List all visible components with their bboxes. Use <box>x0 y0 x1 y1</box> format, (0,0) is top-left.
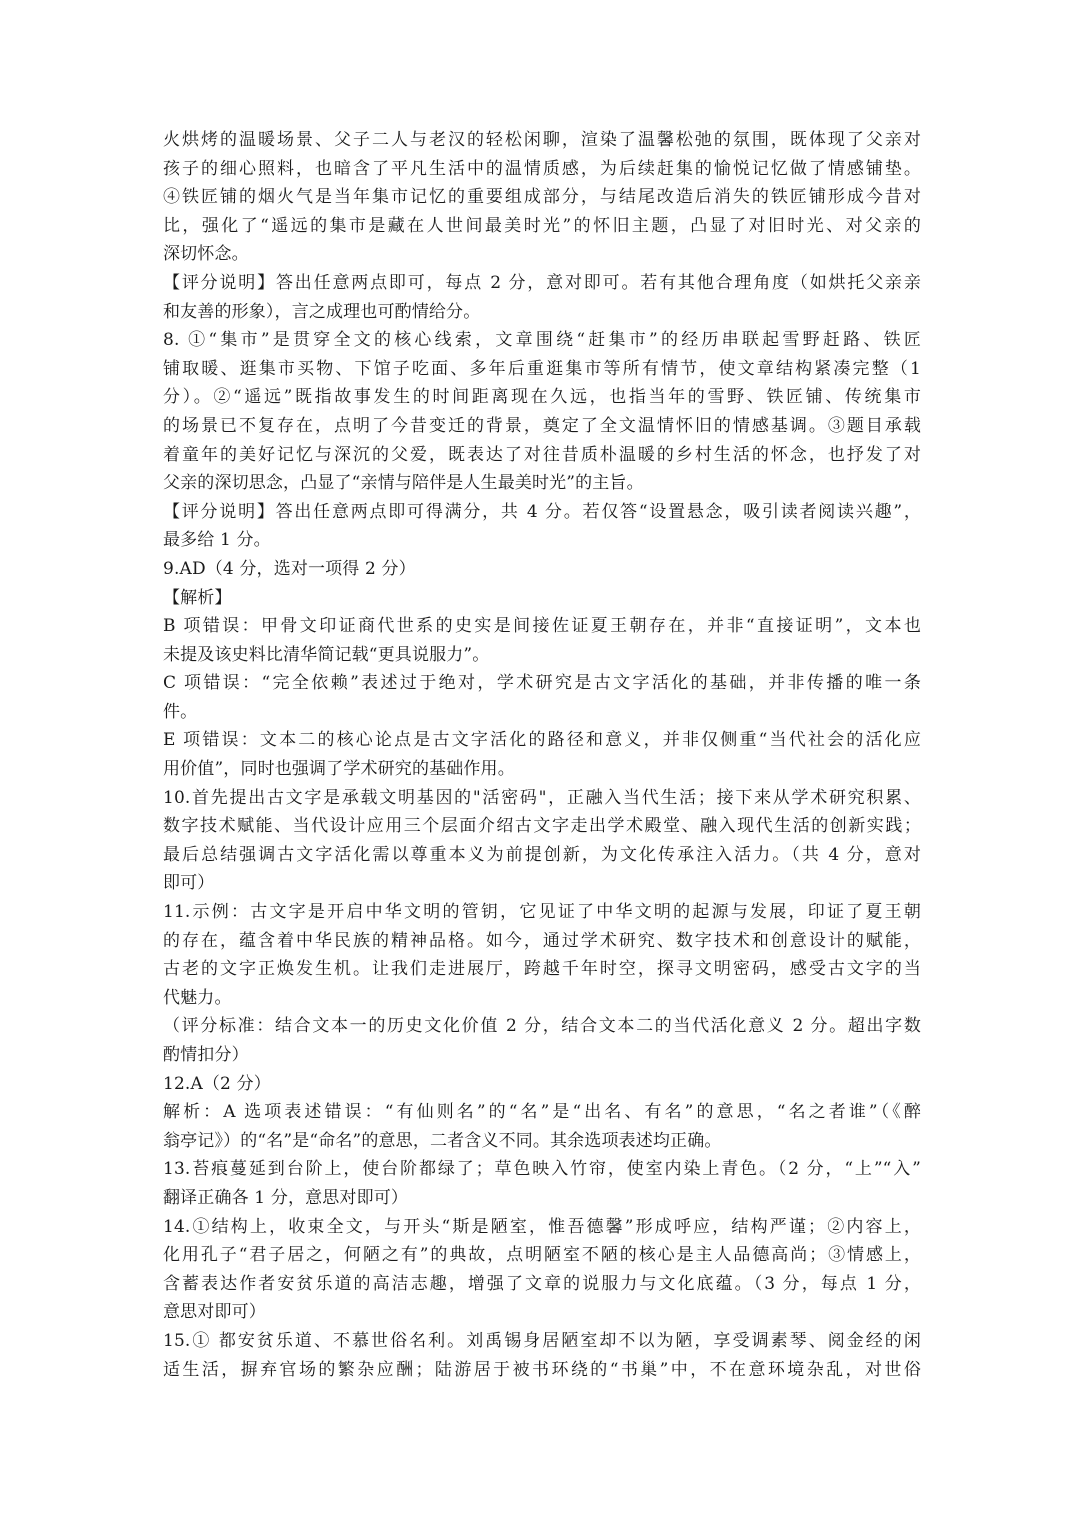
text-line: 孩子的细心照料，也暗含了平凡生活中的温情质感，为后续赶集的愉悦记忆做了情感铺垫。 <box>163 158 921 179</box>
text-line: 15.① 都安贫乐道、不慕世俗名利。刘禹锡身居陋室却不以为陋，享受调素琴、阅金经的闲 <box>163 1330 921 1351</box>
text-line: 意思对即可） <box>163 1302 266 1323</box>
text-line: 含蓄表达作者安贫乐道的高洁志趣，增强了文章的说服力与文化底蕴。（3 分，每点 1 分， <box>163 1273 921 1294</box>
text-line: 最多给 1 分。 <box>163 530 271 551</box>
text-line: C 项错误：“完全依赖”表述过于绝对，学术研究是古文字活化的基础，并非传播的唯一条 <box>163 673 921 694</box>
text-line: 分）。②“遥远”既指故事发生的时间距离现在久远，也指当年的雪野、铁匠铺、传统集市 <box>163 387 921 408</box>
text-line: 适生活，摒弃官场的繁杂应酬；陆游居于被书环绕的“书巢”中，不在意环境杂乱，对世俗 <box>163 1359 921 1380</box>
answer-key-page <box>163 126 921 1384</box>
text-line: 古老的文字正焕发生机。让我们走进展厅，跨越千年时空，探寻文明密码，感受古文字的当 <box>163 959 921 980</box>
text-line: 件。 <box>163 701 198 722</box>
text-line: 火烘烤的温暖场景、父子二人与老汉的轻松闲聊，渲染了温馨松弛的氛围，既体现了父亲对 <box>163 130 921 150</box>
text-line: 翁亭记》）的“名”是“命名”的意思，二者含义不同。其余选项表述均正确。 <box>163 1130 722 1151</box>
text-line: 着童年的美好记忆与深沉的父爱，既表达了对往昔质朴温暖的乡村生活的怀念，也抒发了对 <box>163 444 921 465</box>
text-line: 即可） <box>163 873 215 894</box>
text-line: 解析：A 选项表述错误：“有仙则名”的“名”是“出名、有名”的意思，“名之者谁”（《醉 <box>163 1102 921 1123</box>
text-line: B 项错误：甲骨文印证商代世系的史实是间接佐证夏王朝存在，并非“直接证明”，文本也 <box>163 616 921 637</box>
text-line: 代魅力。 <box>163 987 232 1008</box>
text-line: 未提及该史料比清华简记载“更具说服力”。 <box>163 644 490 665</box>
text-line: 父亲的深切思念，凸显了“亲情与陪伴是人生最美时光”的主旨。 <box>163 473 644 494</box>
text-line: 8. ①“集市”是贯穿全文的核心线索，文章围绕“赶集市”的经历串联起雪野赶路、铁匠 <box>163 330 921 351</box>
text-line: 铺取暖、逛集市买物、下馆子吃面、多年后重逛集市等所有情节，使文章结构紧凑完整（1 <box>163 358 921 379</box>
text-line: 【评分说明】答出任意两点即可得满分，共 4 分。若仅答“设置悬念，吸引读者阅读兴趣”， <box>163 501 921 522</box>
text-line: 13.苔痕蔓延到台阶上，使台阶都绿了；草色映入竹帘，使室内染上青色。（2 分，“上”“入” <box>163 1159 921 1180</box>
text-line: 9.AD（4 分，选对一项得 2 分） <box>163 558 416 579</box>
text-line: 数字技术赋能、当代设计应用三个层面介绍古文字走出学术殿堂、融入现代生活的创新实践； <box>163 816 921 837</box>
text-line: 深切怀念。 <box>163 244 249 265</box>
text-line: 【评分说明】答出任意两点即可，每点 2 分，意对即可。若有其他合理角度（如烘托父亲亲 <box>163 272 921 293</box>
text-line: 12.A（2 分） <box>163 1073 271 1094</box>
text-line: 的存在，蕴含着中华民族的精神品格。如今，通过学术研究、数字技术和创意设计的赋能， <box>163 930 921 951</box>
text-line: 和友善的形象），言之成理也可酌情给分。 <box>163 301 481 322</box>
text-line: 最后总结强调古文字活化需以尊重本义为前提创新，为文化传承注入活力。（共 4 分，意对 <box>163 844 921 865</box>
text-line: 化用孔子“君子居之，何陋之有”的典故，点明陋室不陋的核心是主人品德高尚；③情感上， <box>163 1245 921 1266</box>
text-line: 的场景已不复存在，点明了今昔变迁的背景，奠定了全文温情怀旧的情感基调。③题目承载 <box>163 415 921 436</box>
text-line: 14.①结构上，收束全文，与开头“斯是陋室，惟吾德馨”形成呼应，结构严谨；②内容上， <box>163 1216 921 1237</box>
text-line: ④铁匠铺的烟火气是当年集市记忆的重要组成部分，与结尾改造后消失的铁匠铺形成今昔对 <box>163 187 921 208</box>
text-line: 用价值”，同时也强调了学术研究的基础作用。 <box>163 759 515 780</box>
text-line: 10.首先提出古文字是承载文明基因的"活密码"，正融入当代生活；接下来从学术研究积累、 <box>163 787 921 808</box>
text-line: 11.示例：古文字是开启中华文明的管钥，它见证了中华文明的起源与发展，印证了夏王朝 <box>163 902 921 923</box>
text-line: （评分标准：结合文本一的历史文化价值 2 分，结合文本二的当代活化意义 2 分。超出字数 <box>163 1016 921 1037</box>
text-line: 酌情扣分） <box>163 1045 249 1065</box>
text-line: E 项错误：文本二的核心论点是古文字活化的路径和意义，并非仅侧重“当代社会的活化应 <box>163 730 921 751</box>
text-line: 【解析】 <box>163 587 232 608</box>
text-line: 比，强化了“遥远的集市是藏在人世间最美时光”的怀旧主题，凸显了对旧时光、对父亲的 <box>163 215 921 236</box>
text-line: 翻译正确各 1 分，意思对即可） <box>163 1187 409 1208</box>
